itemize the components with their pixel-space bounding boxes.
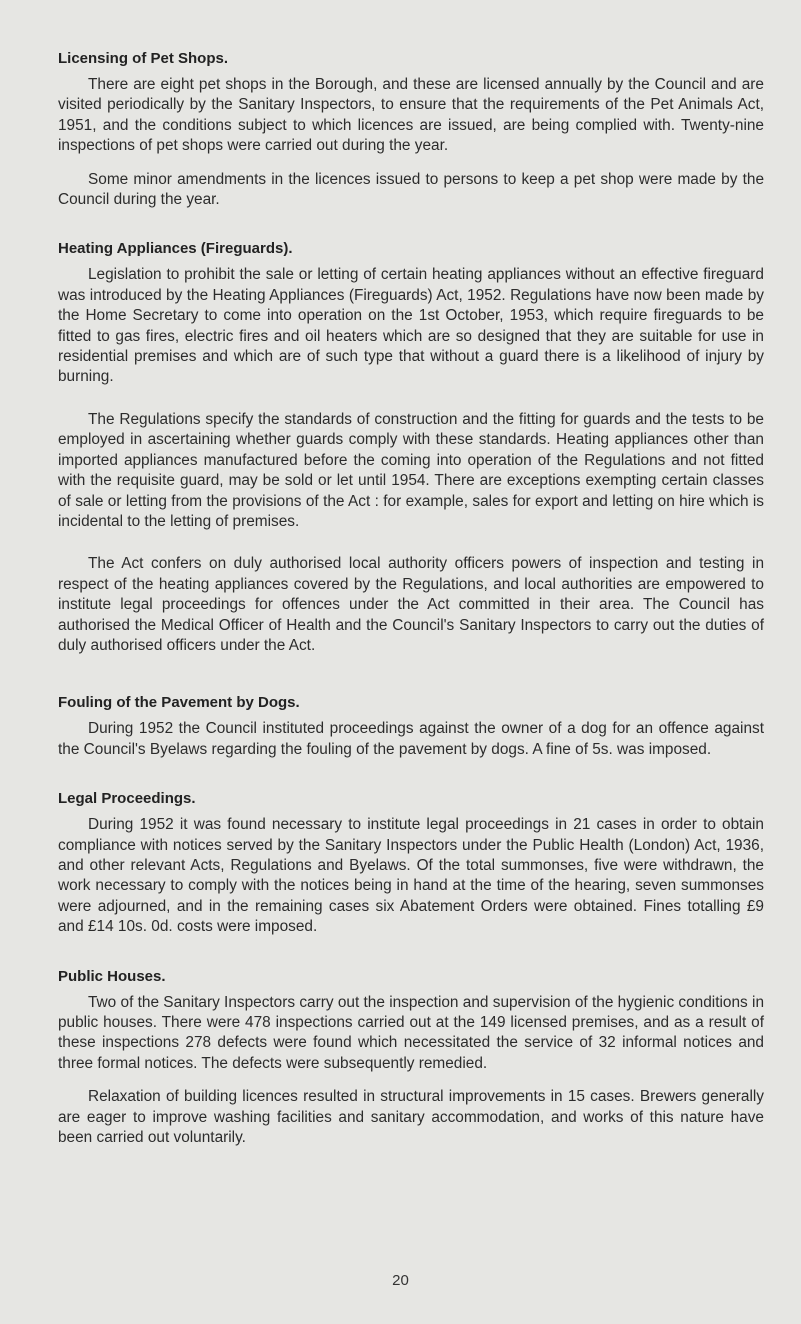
section-heading: Legal Proceedings. xyxy=(58,790,196,808)
section-public-houses xyxy=(58,968,764,1149)
paragraph: The Act confers on duly authorised local authority officers powers of inspection and testing in respect of the heating appliances covered by the Regulations, and local authorities are empowered to institute legal proceedings for offences under the Act committed in their area. The Council has authorised the Medical Officer of Health and the Council's Sanitary Inspectors to carry out the duties of duly authorised officers under the Act. xyxy=(58,555,764,654)
section-heading: Public Houses. xyxy=(58,967,166,985)
paragraph: Some minor amendments in the licences issued to persons to keep a pet shop were made by the Council during the year. xyxy=(58,170,764,209)
section-heading: Heating Appliances (Fireguards). xyxy=(58,240,293,258)
paragraph: Legislation to prohibit the sale or letting of certain heating appliances without an effective fireguard was introduced by the Heating Appliances (Fireguards) Act, 1952. Regulations have now been made by the Home Secretary to come into operation on the 1st October, 1953, which require fireguards to be fitted to gas fires, electric fires and oil heaters which are so designed that they are suitable for use in residential premises and which are of such type that without a guard there is a likelihood of injury by burning. xyxy=(58,266,764,386)
paragraph: There are eight pet shops in the Borough, and these are licensed annually by the Council and are visited periodically by the Sanitary Inspectors, to ensure that the requirements of the Pet Animals Act, 1951, and the conditions subject to which licences are issued, are being complied with. Twenty-nine inspections of pet shops were carried out during the year. xyxy=(58,76,764,155)
paragraph: During 1952 it was found necessary to institute legal proceedings in 21 cases in order to obtain compliance with notices served by the Sanitary Inspectors under the Public Health (London) Act, 1936, and other relevant Acts, Regulations and Byelaws. Of the total summonses, five were withdrawn, the work necessary to comply with the notices being in hand at the time of the hearing, seven summonses were adjourned, and in the remaining cases six Abatement Orders were obtained. Fines totalling £9 and £14 10s. 0d. costs were imposed. xyxy=(58,816,764,936)
paragraph: During 1952 the Council instituted proceedings against the owner of a dog for an offence against the Council's Byelaws regarding the fouling of the pavement by dogs. A fine of 5s. was imposed. xyxy=(58,720,764,758)
paragraph: Relaxation of building licences resulted in structural improvements in 15 cases. Brewers generally are eager to improve washing facilities and sanitary accommodation, and works of this nature have been carried out voluntarily. xyxy=(58,1088,764,1147)
paragraph: The Regulations specify the standards of construction and the fitting for guards and the tests to be employed in ascertaining whether guards comply with these standards. Heating appliances other than imported appliances manufactured before the coming into operation of the Regulations and not fitted with the requisite guard, may be sold or let until 1954. There are exceptions exempting certain classes of sale or letting from the provisions of the Act : for example, sales for export and letting on hire which is incidental to the letting of premises. xyxy=(58,410,764,530)
page-number: 20 xyxy=(392,1272,409,1289)
paragraph: Two of the Sanitary Inspectors carry out the inspection and supervision of the hygienic conditions in public houses. There were 478 inspections carried out at the 149 licensed premises, and as a result of these inspections 278 defects were found which necessitated the service of 32 informal notices and three formal notices. The defects were subsequently remedied. xyxy=(58,993,764,1072)
section-pet-shops xyxy=(58,50,764,210)
section-heading: Fouling of the Pavement by Dogs. xyxy=(58,694,300,712)
section-heading: Licensing of Pet Shops. xyxy=(58,50,229,67)
section-legal-proceedings xyxy=(58,790,764,937)
section-heating-appliances xyxy=(58,240,764,656)
document-page xyxy=(58,50,764,1148)
section-fouling-pavement xyxy=(58,694,764,760)
